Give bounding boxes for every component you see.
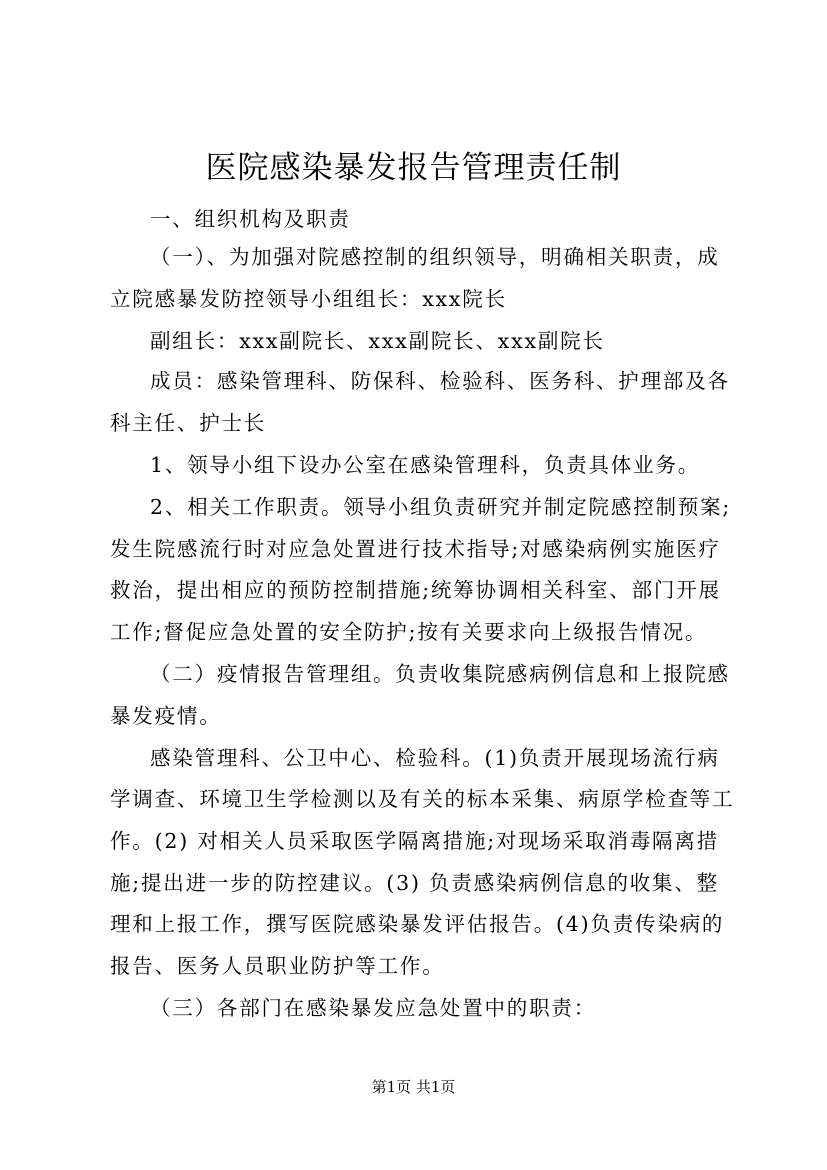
document-title: 医院感染暴发报告管理责任制 <box>205 150 622 186</box>
paragraph-line: 副组长：xxx副院长、xxx副院长、xxx副院长 <box>150 329 605 353</box>
paragraph-line: 作。(2) 对相关人员采取医学隔离措施;对现场采取消毒隔离措 <box>110 829 719 853</box>
paragraph-line: 一、组织机构及职责 <box>150 207 351 231</box>
paragraph-line: 理和上报工作，撰写医院感染暴发评估报告。(4)负责传染病的 <box>110 912 725 936</box>
paragraph-line: （一）、为加强对院感控制的组织领导，明确相关职责，成 <box>150 245 720 269</box>
paragraph-line: 2、相关工作职责。领导小组负责研究并制定院感控制预案; <box>150 495 732 519</box>
paragraph-line: 救治，提出相应的预防控制措施;统筹协调相关科室、部门开展 <box>110 578 721 602</box>
paragraph-line: 报告、医务人员职业防护等工作。 <box>110 954 445 978</box>
paragraph-line: 感染管理科、公卫中心、检验科。(1)负责开展现场流行病 <box>150 746 720 770</box>
paragraph-line: 成员：感染管理科、防保科、检验科、医务科、护理部及各 <box>150 369 730 393</box>
paragraph-line: （三）各部门在感染暴发应急处置中的职责： <box>150 996 596 1020</box>
paragraph-line: 立院感暴发防控领导小组组长：xxx院长 <box>110 287 507 311</box>
paragraph-line: 施;提出进一步的防控建议。(3) 负责感染病例信息的收集、整 <box>110 871 719 895</box>
paragraph-line: 工作;督促应急处置的安全防护;按有关要求向上级报告情况。 <box>110 620 708 644</box>
paragraph-line: （二）疫情报告管理组。负责收集院感病例信息和上报院感 <box>150 662 730 686</box>
paragraph-line: 暴发疫情。 <box>110 704 222 728</box>
paragraph-line: 学调查、环境卫生学检测以及有关的标本采集、病原学检查等工 <box>110 787 735 811</box>
paragraph-line: 发生院感流行时对应急处置进行技术指导;对感染病例实施医疗 <box>110 537 721 561</box>
paragraph-line: 1、领导小组下设办公室在感染管理科，负责具体业务。 <box>150 453 701 477</box>
paragraph-line: 科主任、护士长 <box>110 411 267 435</box>
page-number-footer: 第1页 共1页 <box>371 1078 456 1096</box>
